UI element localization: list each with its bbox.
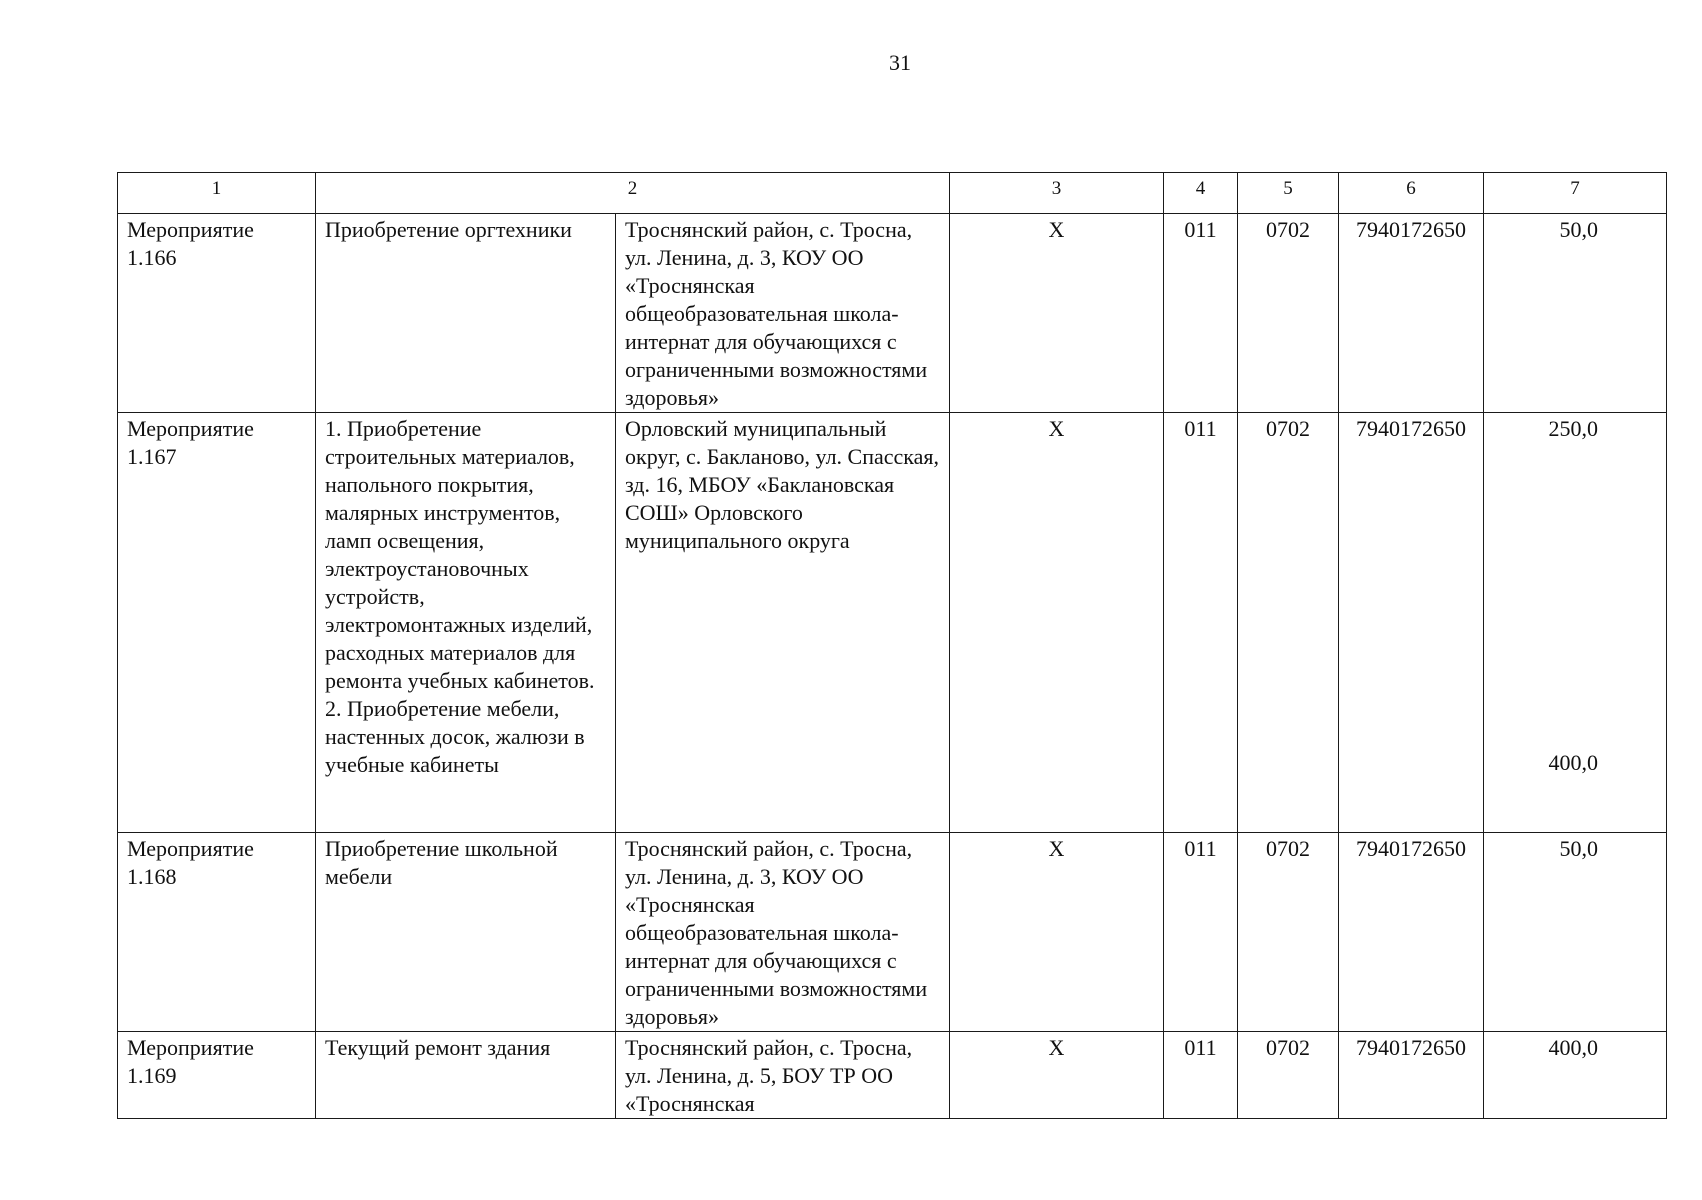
amount-value: 50,0	[1484, 833, 1667, 1032]
header-row	[118, 173, 1667, 214]
header-cell-5: 5	[1238, 173, 1339, 214]
header-cell-3: 3	[950, 173, 1164, 214]
amount-value: 50,0	[1484, 214, 1667, 413]
col5-value: 0702	[1238, 833, 1339, 1032]
event-description: Приобретение оргтехники	[316, 214, 616, 413]
amount-value	[1484, 413, 1667, 833]
event-id: Мероприятие 1.166	[118, 214, 316, 413]
header-cell-4: 4	[1164, 173, 1238, 214]
amount-part-2: 400,0	[1548, 750, 1598, 775]
col6-value: 7940172650	[1339, 413, 1484, 833]
header-cell-6: 6	[1339, 173, 1484, 214]
col4-value: 011	[1164, 413, 1238, 833]
col3-value: X	[950, 1032, 1164, 1119]
event-description	[316, 413, 616, 833]
col5-value: 0702	[1238, 1032, 1339, 1119]
table-row	[118, 413, 1667, 833]
col6-value: 7940172650	[1339, 833, 1484, 1032]
col6-value: 7940172650	[1339, 1032, 1484, 1119]
event-address: Орловский муниципальный округ, с. Бакланово, ул. Спасская, зд. 16, МБОУ «Баклановская СОШ» Орловского муниципального округа	[616, 413, 950, 833]
col3-value: X	[950, 214, 1164, 413]
event-address: Троснянский район, с. Тросна, ул. Ленина, д. 3, КОУ ОО «Троснянская общеобразовательная школа-интернат для обучающихся с ограниченными возможностями здоровья»	[616, 214, 950, 413]
page-number: 31	[889, 50, 911, 75]
col3-value: X	[950, 833, 1164, 1032]
col6-value: 7940172650	[1339, 214, 1484, 413]
description-part-2: 2. Приобретение мебели, настенных досок, жалюзи в учебные кабинеты	[325, 696, 585, 777]
table-row	[118, 833, 1667, 1032]
amount-value: 400,0	[1484, 1032, 1667, 1119]
table-row	[118, 214, 1667, 413]
col4-value: 011	[1164, 1032, 1238, 1119]
event-id: Мероприятие 1.167	[118, 413, 316, 833]
event-id: Мероприятие 1.168	[118, 833, 316, 1032]
header-cell-1: 1	[118, 173, 316, 214]
event-description: Приобретение школьной мебели	[316, 833, 616, 1032]
col5-value: 0702	[1238, 214, 1339, 413]
col3-value: X	[950, 413, 1164, 833]
description-part-1: 1. Приобретение строительных материалов, напольного покрытия, малярных инструментов, ламп освещения, электроустановочных устройств, электромонтажных изделий, расходных материалов для ремонта учебных кабинетов.	[325, 416, 595, 693]
event-address: Троснянский район, с. Тросна, ул. Ленина, д. 5, БОУ ТР ОО «Троснянская	[616, 1032, 950, 1119]
event-id: Мероприятие 1.169	[118, 1032, 316, 1119]
col4-value: 011	[1164, 214, 1238, 413]
amount-part-1: 250,0	[1548, 416, 1598, 441]
header-cell-2: 2	[316, 173, 950, 214]
event-description: Текущий ремонт здания	[316, 1032, 616, 1119]
event-address: Троснянский район, с. Тросна, ул. Ленина, д. 3, КОУ ОО «Троснянская общеобразовательная школа-интернат для обучающихся с ограниченными возможностями здоровья»	[616, 833, 950, 1032]
col4-value: 011	[1164, 833, 1238, 1032]
header-cell-7: 7	[1484, 173, 1667, 214]
budget-table	[117, 172, 1667, 1119]
table-row	[118, 1032, 1667, 1119]
col5-value: 0702	[1238, 413, 1339, 833]
